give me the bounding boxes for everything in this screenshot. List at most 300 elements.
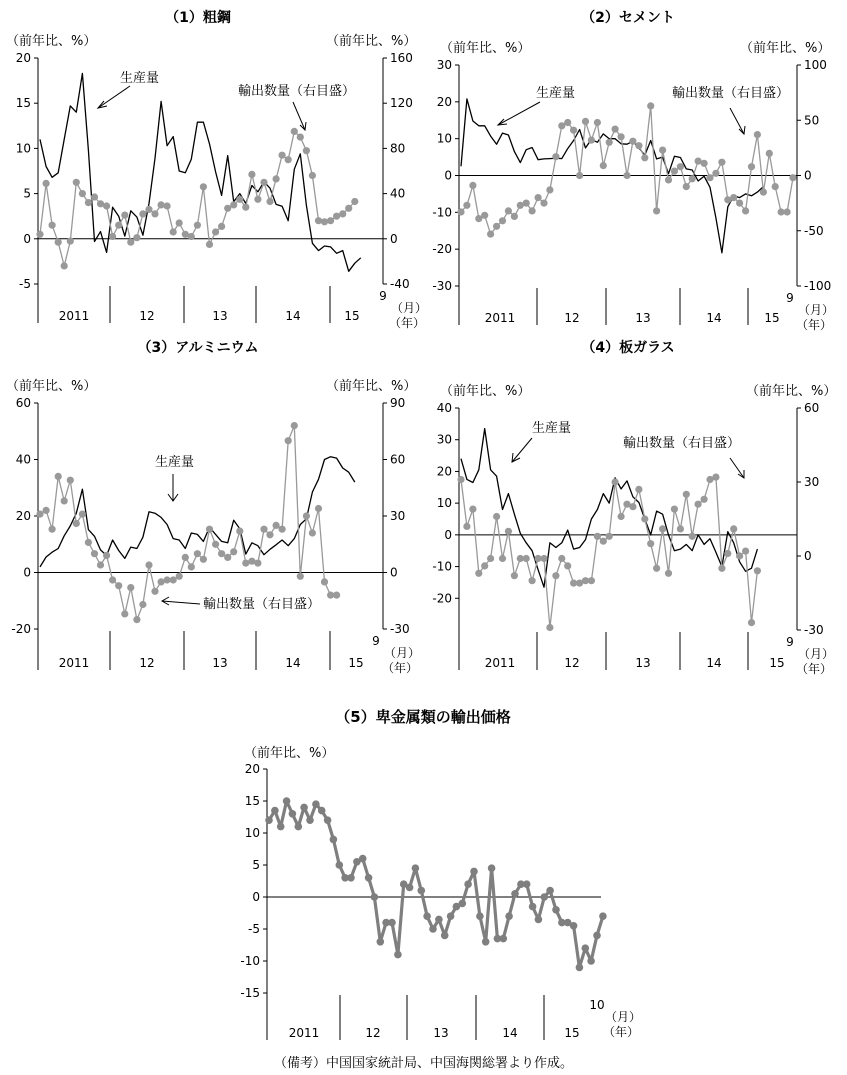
data-point (481, 562, 488, 569)
y-tick-label-left: 5 (252, 858, 260, 872)
panel-crude-steel (6, 9, 416, 130)
data-point (285, 156, 292, 163)
data-point (67, 238, 74, 245)
data-point (303, 147, 310, 154)
data-point (606, 139, 613, 146)
data-point (36, 510, 43, 517)
y-tick-label-left: 0 (23, 565, 31, 580)
data-point (476, 912, 484, 920)
data-point (576, 172, 583, 179)
data-point (79, 510, 86, 517)
data-point (218, 223, 225, 230)
data-point (151, 210, 158, 217)
last-month-label: 9 (372, 634, 380, 648)
data-point (336, 861, 344, 869)
data-point (145, 206, 152, 213)
year-label: 13 (635, 311, 651, 325)
data-point (677, 525, 684, 532)
series-production (265, 797, 607, 971)
data-point (158, 201, 165, 208)
data-point (260, 526, 267, 533)
y-tick-label-right: 0 (390, 231, 398, 246)
annotation-arrow (512, 438, 532, 462)
data-point (273, 175, 280, 182)
series-export-volume (457, 102, 796, 237)
annotation-export-volume: 輸出数量（右目盛） (623, 436, 741, 451)
data-point (552, 906, 560, 914)
y-tick-label-right: 160 (390, 51, 413, 65)
left-unit-label: （前年比、%） (440, 384, 531, 399)
y-tick-label-right: -30 (390, 622, 410, 636)
data-point (629, 138, 636, 145)
data-point (588, 137, 595, 144)
y-tick-label-left: -30 (432, 279, 452, 293)
y-tick-label-right: 30 (804, 475, 820, 489)
data-point (647, 102, 654, 109)
data-point (266, 198, 273, 205)
annotation-export-volume: 輸出数量（右目盛） (672, 86, 790, 101)
annotation-production: 生産量 (536, 86, 576, 101)
last-month-label: 9 (379, 289, 387, 303)
data-point (523, 880, 531, 888)
data-point (318, 807, 326, 815)
data-point (85, 539, 92, 546)
data-point (784, 208, 791, 215)
data-point (511, 890, 519, 898)
year-unit-label: （年） (796, 318, 833, 332)
data-point (55, 473, 62, 480)
y-tick-label-right: 40 (390, 186, 406, 201)
y-tick-label-left: 10 (436, 131, 452, 146)
data-point (85, 199, 92, 206)
data-point (606, 533, 613, 540)
data-point (103, 202, 110, 209)
data-point (612, 126, 619, 133)
month-unit-label: （月） (798, 303, 835, 317)
data-point (659, 147, 666, 154)
data-point (133, 234, 140, 241)
data-point (61, 497, 68, 504)
data-point (470, 868, 478, 876)
data-point (330, 836, 338, 844)
data-point (635, 486, 642, 493)
data-point (523, 555, 530, 562)
series-export-volume (36, 422, 340, 623)
right-unit-label: （前年比、%） (740, 41, 831, 56)
data-point (49, 526, 56, 533)
data-point (315, 505, 322, 512)
y-tick-label-left: -20 (432, 591, 452, 606)
plots (11, 51, 837, 1040)
data-point (351, 198, 358, 205)
data-point (441, 932, 449, 940)
y-tick-label-left: -5 (248, 922, 260, 936)
y-tick-label-right: 80 (390, 141, 406, 156)
data-point (103, 552, 110, 559)
data-point (511, 572, 518, 579)
data-point (188, 563, 195, 570)
data-point (339, 210, 346, 217)
year-label: 2011 (288, 1026, 320, 1040)
data-point (505, 528, 512, 535)
last-month-label: 10 (589, 998, 605, 1012)
data-point (324, 816, 332, 824)
y-tick-label-right: 30 (390, 509, 406, 523)
data-point (291, 422, 298, 429)
y-tick-label-left: 20 (15, 509, 31, 523)
data-point (359, 855, 367, 863)
year-label: 12 (564, 656, 580, 670)
data-point (475, 570, 482, 577)
year-label: 12 (139, 656, 155, 670)
data-point (576, 964, 584, 972)
annotation-production: 生産量 (532, 421, 572, 436)
y-tick-label-left: 60 (15, 396, 31, 410)
data-point (435, 916, 443, 924)
data-point (772, 183, 779, 190)
data-point (600, 538, 607, 545)
data-point (754, 131, 761, 138)
data-point (230, 548, 237, 555)
data-point (151, 588, 158, 595)
data-point (618, 513, 625, 520)
y-tick-label-left: 0 (444, 168, 452, 183)
data-point (535, 916, 543, 924)
data-point (760, 189, 767, 196)
data-point (487, 231, 494, 238)
year-unit-label: （年） (796, 662, 833, 676)
data-point (188, 233, 195, 240)
year-label: 12 (365, 1026, 381, 1040)
data-point (312, 800, 320, 808)
data-point (194, 550, 201, 557)
data-point (206, 241, 213, 248)
right-unit-label: （前年比、%） (326, 34, 417, 49)
data-point (499, 217, 506, 224)
data-point (121, 610, 128, 617)
y-tick-label-right: -40 (390, 277, 410, 291)
data-point (647, 540, 654, 547)
data-point (406, 884, 414, 892)
data-point (701, 496, 708, 503)
y-tick-label-left: 30 (436, 432, 452, 447)
y-tick-label-left: 0 (444, 527, 452, 542)
data-point (139, 210, 146, 217)
data-point (365, 874, 373, 882)
y-tick-label-right: 0 (804, 168, 812, 183)
data-point (236, 196, 243, 203)
data-point (170, 228, 177, 235)
y-tick-label-left: 0 (23, 231, 31, 246)
data-point (279, 152, 286, 159)
data-point (546, 887, 554, 895)
data-point (423, 912, 431, 920)
data-point (529, 903, 537, 911)
series-export-volume (36, 128, 358, 270)
chart-title: （5）卑金属類の輸出価格 (335, 708, 511, 726)
data-point (724, 550, 731, 557)
y-tick-label-left: 20 (436, 94, 452, 109)
annotation-arrow (498, 102, 540, 125)
data-point (505, 207, 512, 214)
data-point (712, 170, 719, 177)
chart-title: （4）板ガラス (581, 340, 675, 356)
data-point (295, 823, 303, 831)
y-tick-label-left: -20 (432, 242, 452, 257)
data-point (121, 212, 128, 219)
data-point (689, 175, 696, 182)
y-tick-label-left: 20 (244, 762, 260, 776)
data-point (677, 163, 684, 170)
data-point (300, 804, 308, 812)
data-point (464, 880, 472, 888)
last-month-label: 9 (786, 291, 794, 305)
right-unit-label: （前年比、%） (326, 379, 417, 394)
data-point (127, 239, 134, 246)
data-point (570, 922, 578, 930)
y-tick-label-left: 15 (15, 96, 31, 111)
series-production (461, 429, 757, 588)
data-point (55, 239, 62, 246)
y-tick-label-left: 30 (436, 58, 452, 72)
data-point (641, 515, 648, 522)
data-point (182, 554, 189, 561)
y-tick-label-left: 20 (15, 51, 31, 65)
data-point (36, 231, 43, 238)
y-tick-label-left: 5 (23, 186, 31, 201)
data-point (736, 200, 743, 207)
y-tick-label-left: 10 (436, 496, 452, 511)
data-point (297, 573, 304, 580)
year-label: 2011 (58, 656, 90, 670)
data-point (712, 474, 719, 481)
data-point (230, 201, 237, 208)
data-point (641, 154, 648, 161)
data-point (139, 601, 146, 608)
data-point (742, 548, 749, 555)
data-point (303, 512, 310, 519)
data-point (394, 951, 402, 959)
y-tick-label-left: 10 (15, 141, 31, 156)
data-point (164, 202, 171, 209)
year-unit-label: （年） (389, 316, 426, 330)
data-point (588, 577, 595, 584)
data-point (194, 222, 201, 229)
y-tick-label-left: -20 (11, 622, 31, 636)
chart-title: （3）アルミニウム (137, 340, 259, 356)
data-point (73, 179, 80, 186)
data-point (91, 193, 98, 200)
data-point (754, 567, 761, 574)
year-label: 2011 (58, 309, 90, 323)
data-point (412, 864, 420, 872)
data-point (115, 582, 122, 589)
data-point (279, 526, 286, 533)
data-point (242, 204, 249, 211)
data-point (418, 887, 426, 895)
left-unit-label: （前年比、%） (6, 379, 97, 394)
annotation-arrow (168, 474, 178, 501)
y-tick-label-left: -15 (240, 986, 260, 1000)
month-unit-label: （月） (798, 647, 835, 661)
data-point (127, 584, 134, 591)
annotation-arrow (730, 458, 744, 478)
data-point (701, 160, 708, 167)
data-point (671, 506, 678, 513)
left-unit-label: （前年比、%） (6, 34, 97, 49)
month-unit-label: （月） (384, 646, 421, 660)
series-line (269, 801, 603, 967)
y-tick-label-right: -50 (804, 223, 824, 238)
data-point (459, 900, 467, 908)
data-point (718, 159, 725, 166)
y-tick-label-right: 60 (804, 401, 820, 415)
year-label: 2011 (484, 656, 516, 670)
data-point (49, 222, 56, 229)
data-point (254, 196, 261, 203)
data-point (297, 134, 304, 141)
data-point (789, 174, 796, 181)
data-point (653, 565, 660, 572)
month-unit-label: （月） (605, 1010, 642, 1024)
year-label: 12 (139, 309, 155, 323)
annotation-arrow (162, 597, 200, 605)
y-tick-label-right: 0 (804, 549, 812, 563)
data-point (689, 533, 696, 540)
data-point (748, 619, 755, 626)
data-point (511, 213, 518, 220)
data-point (43, 507, 50, 514)
data-point (265, 816, 273, 824)
year-label: 15 (564, 1026, 580, 1040)
y-tick-label-right: 90 (390, 396, 406, 410)
data-point (463, 523, 470, 530)
year-unit-label: （年） (382, 661, 419, 675)
data-point (277, 823, 285, 831)
data-point (97, 561, 104, 568)
data-point (43, 180, 50, 187)
data-point (309, 172, 316, 179)
y-tick-label-right: 120 (390, 96, 413, 111)
data-point (529, 577, 536, 584)
data-point (347, 874, 355, 882)
year-label: 14 (706, 311, 722, 325)
y-tick-label-left: -5 (19, 277, 31, 291)
data-point (706, 174, 713, 181)
data-point (493, 513, 500, 520)
data-point (260, 179, 267, 186)
plot-c5 (240, 762, 641, 1040)
data-point (145, 561, 152, 568)
y-tick-label-left: -10 (432, 559, 452, 574)
data-point (540, 555, 547, 562)
data-point (541, 893, 549, 901)
data-point (748, 163, 755, 170)
data-point (665, 570, 672, 577)
data-point (540, 200, 547, 207)
data-point (469, 506, 476, 513)
data-point (321, 218, 328, 225)
data-point (218, 550, 225, 557)
data-point (600, 162, 607, 169)
data-point (457, 476, 464, 483)
data-point (612, 478, 619, 485)
data-point (345, 205, 352, 212)
series-line (461, 106, 793, 234)
year-label: 15 (348, 656, 364, 670)
left-unit-label: （前年比、%） (440, 41, 531, 56)
year-unit-label: （年） (603, 1025, 640, 1039)
data-point (618, 133, 625, 140)
data-point (67, 477, 74, 484)
data-point (546, 186, 553, 193)
y-tick-label-left: 40 (436, 401, 452, 415)
data-point (535, 194, 542, 201)
data-point (236, 528, 243, 535)
right-unit-label: （前年比、%） (746, 384, 837, 399)
data-point (599, 912, 607, 920)
data-point (671, 168, 678, 175)
data-point (457, 208, 464, 215)
data-point (371, 893, 379, 901)
data-point (200, 556, 207, 563)
data-point (594, 119, 601, 126)
y-tick-label-left: 20 (436, 464, 452, 479)
y-tick-label-left: 40 (15, 452, 31, 467)
chart-title: （2）セメント (581, 10, 675, 26)
data-point (665, 176, 672, 183)
data-point (200, 183, 207, 190)
data-point (306, 816, 314, 824)
data-point (224, 554, 231, 561)
y-tick-label-right: 50 (804, 113, 820, 128)
annotation-arrow (98, 86, 130, 108)
y-tick-label-right: -30 (804, 623, 824, 637)
data-point (695, 501, 702, 508)
panel-base-metal-export-price (244, 708, 511, 761)
data-point (176, 573, 183, 580)
data-point (109, 233, 116, 240)
year-label: 15 (344, 309, 360, 323)
y-tick-label-left: 15 (244, 794, 260, 808)
plot-c1 (16, 51, 427, 330)
series-line (461, 429, 757, 588)
data-point (115, 222, 122, 229)
data-point (564, 119, 571, 126)
annotation-export-volume: 輸出数量（右目盛） (203, 597, 321, 612)
y-tick-label-left: 0 (252, 890, 260, 904)
plot-c3 (11, 396, 420, 675)
panel-cement (440, 10, 830, 134)
data-point (766, 150, 773, 157)
data-point (377, 938, 385, 946)
year-label: 14 (285, 309, 301, 323)
data-point (291, 128, 298, 135)
data-point (133, 616, 140, 623)
data-point (469, 182, 476, 189)
year-label: 13 (433, 1026, 449, 1040)
data-point (170, 576, 177, 583)
data-point (242, 560, 249, 567)
data-point (659, 525, 666, 532)
last-month-label: 9 (786, 635, 794, 649)
data-point (582, 944, 590, 952)
year-label: 14 (502, 1026, 518, 1040)
data-point (623, 172, 630, 179)
year-label: 13 (212, 656, 228, 670)
data-point (529, 207, 536, 214)
data-point (309, 529, 316, 536)
